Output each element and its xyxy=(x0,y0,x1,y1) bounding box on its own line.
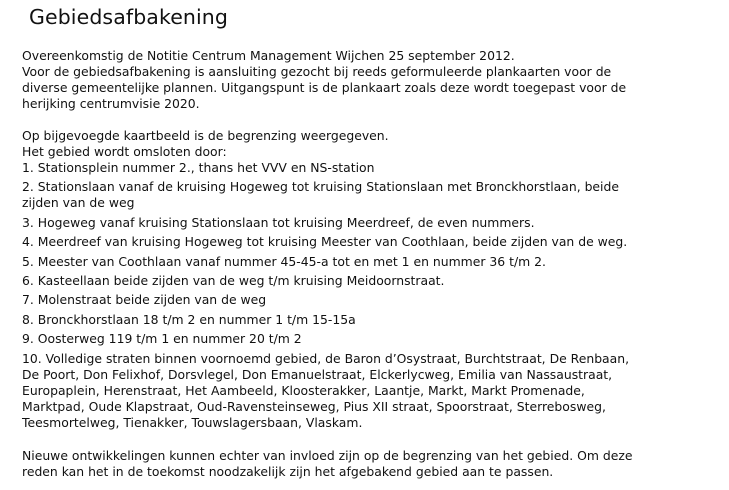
list-item xyxy=(22,160,722,176)
list-item-line: 5. Meester van Coothlaan vanaf nummer 45-45-a tot en met 1 en nummer 36 t/m 2. xyxy=(22,253,546,269)
intro-line: Overeenkomstig de Notitie Centrum Management Wijchen 25 september 2012. xyxy=(22,48,515,63)
intro-line: diverse gemeentelijke plannen. Uitgangspunt is de plankaart zoals deze wordt toegepast voor de xyxy=(22,80,627,95)
list-item xyxy=(22,179,722,211)
list-item xyxy=(22,273,722,289)
list-item-line: 1. Stationsplein nummer 2., thans het VVV en NS-station xyxy=(22,160,375,175)
list-item xyxy=(22,331,722,347)
list-item-line: 10. Volledige straten binnen voornoemd gebied, de Baron d’Osystraat, Burchtstraat, De Renbaan, xyxy=(22,350,630,366)
list-item xyxy=(22,351,722,431)
list-item xyxy=(22,234,722,250)
list-item-line: Marktpad, Oude Klapstraat, Oud-Ravensteinseweg, Pius XII straat, Spoorstraat, Sterrebosweg, xyxy=(22,398,606,414)
lead-paragraph xyxy=(22,128,722,160)
list-item-line: 8. Bronckhorstlaan 18 t/m 2 en nummer 1 t/m 15-15a xyxy=(22,311,356,327)
closing-line: Nieuwe ontwikkelingen kunnen echter van invloed zijn op de begrenzing van het gebied. Om deze xyxy=(22,447,633,463)
page-title: Gebiedsafbakening xyxy=(29,5,229,29)
list-item xyxy=(22,254,722,270)
closing-paragraph xyxy=(22,448,722,480)
list-item xyxy=(22,312,722,328)
list-item-line: Teesmortelweg, Tienakker, Touwslagersbaan, Vlaskam. xyxy=(22,414,363,430)
list-item xyxy=(22,292,722,308)
list-item-line: 3. Hogeweg vanaf kruising Stationslaan tot kruising Meerdreef, de even nummers. xyxy=(22,214,535,230)
list-item-line: 9. Oosterweg 119 t/m 1 en nummer 20 t/m 2 xyxy=(22,331,302,347)
list-item xyxy=(22,215,722,231)
lead-line: Op bijgevoegde kaartbeeld is de begrenzing weergegeven. xyxy=(22,128,389,143)
closing-line: reden kan het in de toekomst noodzakelijk zijn het afgebakend gebied aan te passen. xyxy=(22,463,554,479)
list-item-line: 4. Meerdreef van kruising Hogeweg tot kruising Meester van Coothlaan, beide zijden van de weg. xyxy=(22,234,628,250)
list-item-line: 2. Stationslaan vanaf de kruising Hogeweg tot kruising Stationslaan met Bronckhorstlaan, beide xyxy=(22,179,619,195)
list-item-line: 7. Molenstraat beide zijden van de weg xyxy=(22,292,267,308)
intro-paragraph xyxy=(22,48,722,112)
list-item-line: De Poort, Don Felixhof, Dorsvlegel, Don Emanuelstraat, Elckerlycweg, Emilia van Nassaustraat, xyxy=(22,366,613,382)
intro-line: Voor de gebiedsafbakening is aansluiting gezocht bij reeds geformuleerde plankaarten voor de xyxy=(22,64,612,79)
list-item-line: 6. Kasteellaan beide zijden van de weg t/m kruising Meidoornstraat. xyxy=(22,272,445,288)
list-item-line: Europaplein, Herenstraat, Het Aambeeld, Kloosterakker, Laantje, Markt, Markt Promenade, xyxy=(22,382,585,398)
lead-line: Het gebied wordt omsloten door: xyxy=(22,144,227,159)
paragraph-spacer xyxy=(22,431,722,448)
boundary-list xyxy=(22,160,722,431)
intro-line: herijking centrumvisie 2020. xyxy=(22,96,200,111)
document-body xyxy=(22,48,722,480)
list-item-line: zijden van de weg xyxy=(22,195,135,211)
